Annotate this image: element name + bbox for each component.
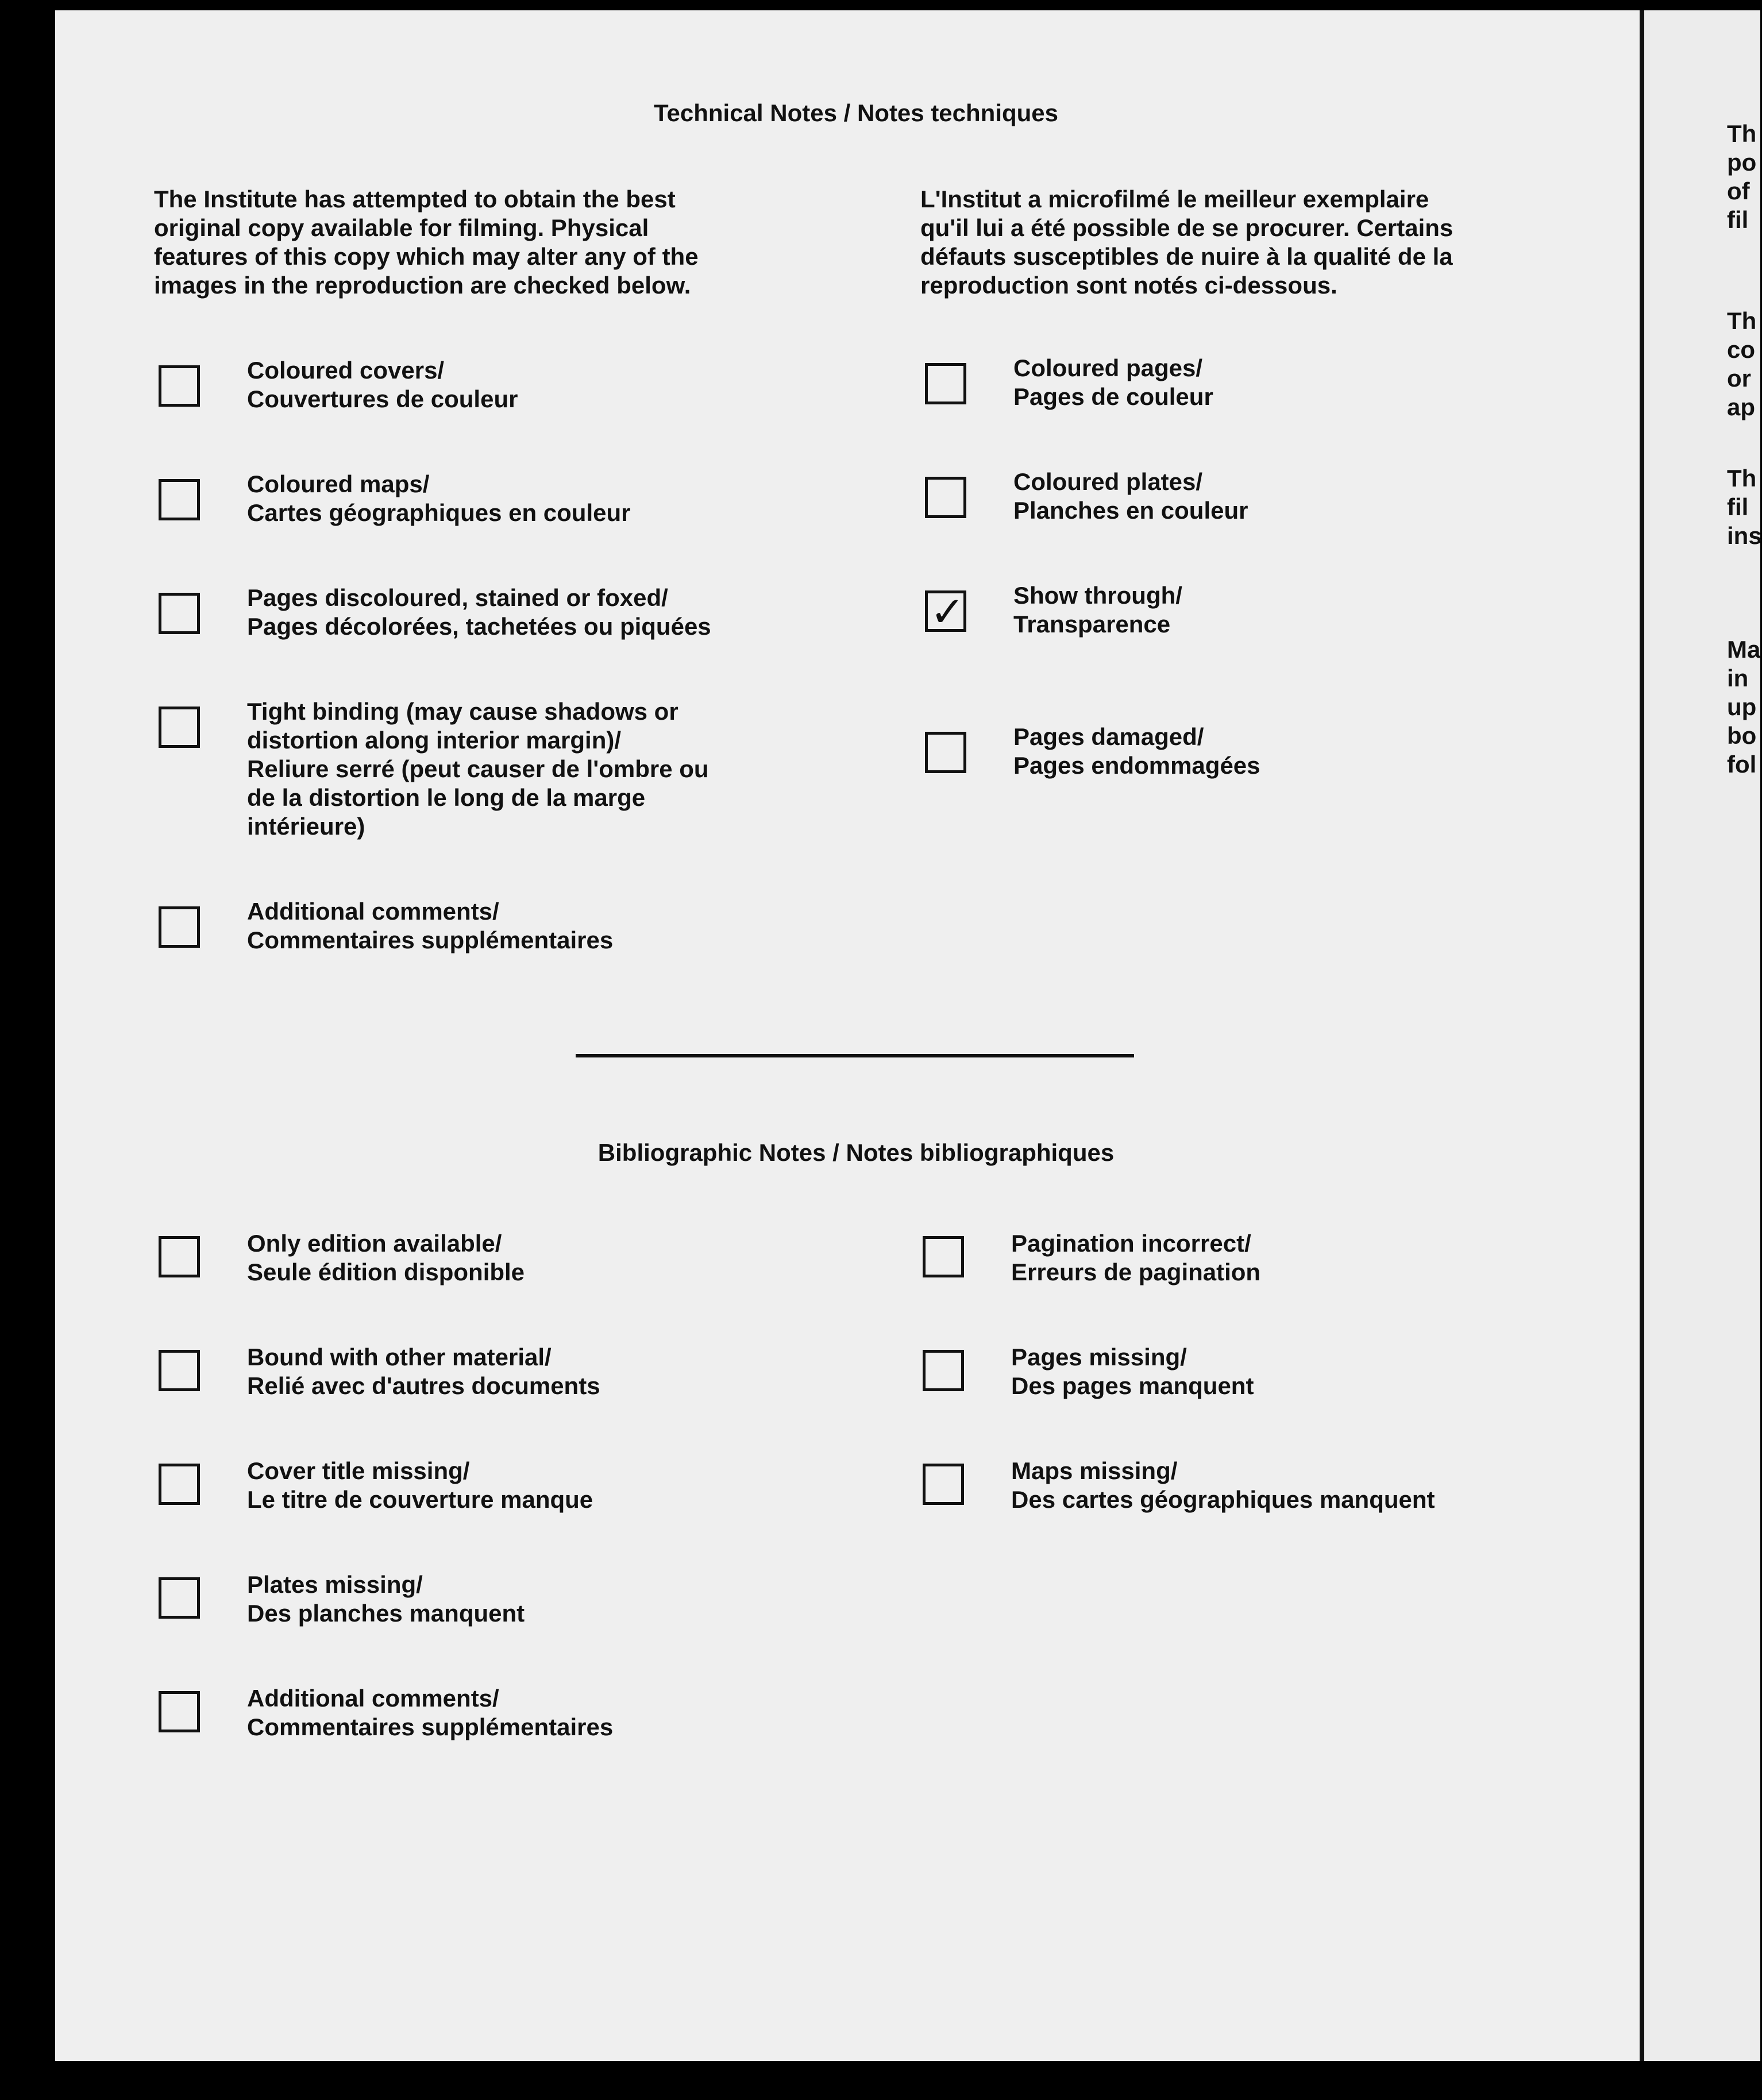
checkbox-coloured-covers[interactable]: [159, 365, 200, 407]
fragment: ap: [1727, 393, 1756, 420]
checkmark-icon: ✓: [930, 588, 965, 636]
checkbox-pages-damaged[interactable]: [925, 732, 966, 773]
form-sheet: [55, 10, 1640, 2061]
intro-fr-line: reproduction sont notés ci-dessous.: [920, 272, 1337, 299]
fragment: bo: [1727, 722, 1757, 749]
item-label: Des pages manquent: [1011, 1372, 1254, 1399]
fragment: in: [1727, 665, 1749, 692]
fragment: po: [1727, 149, 1757, 176]
fragment: or: [1727, 365, 1751, 392]
item-label: Coloured covers/: [247, 357, 445, 384]
fragment: co: [1727, 336, 1756, 363]
checkbox-bound-with-other[interactable]: [159, 1350, 200, 1391]
item-label: Des planches manquent: [247, 1600, 525, 1627]
checkbox-coloured-plates[interactable]: [925, 477, 966, 518]
item-label: Pages endommagées: [1013, 752, 1260, 779]
item-label: Commentaires supplémentaires: [247, 1713, 614, 1740]
checkbox-plates-missing[interactable]: [159, 1577, 200, 1619]
section-divider: [576, 1054, 1134, 1057]
fragment: fol: [1727, 751, 1757, 778]
checkbox-coloured-pages[interactable]: [925, 363, 966, 404]
item-label: Pages décolorées, tachetées ou piquées: [247, 613, 711, 640]
item-label: Cartes géographiques en couleur: [247, 499, 631, 526]
item-label: Cover title missing/: [247, 1457, 470, 1484]
checkbox-pages-missing[interactable]: [923, 1350, 964, 1391]
fragment: fil: [1727, 493, 1749, 520]
checkbox-maps-missing[interactable]: [923, 1464, 964, 1505]
item-label: Erreurs de pagination: [1011, 1259, 1261, 1286]
item-label: intérieure): [247, 813, 365, 840]
item-label: Couvertures de couleur: [247, 385, 518, 412]
bibliographic-notes-title: Bibliographic Notes / Notes bibliographiques: [597, 1139, 1115, 1166]
item-label: Show through/: [1013, 582, 1182, 609]
item-label: Additional comments/: [247, 1685, 499, 1712]
item-label: Additional comments/: [247, 898, 499, 925]
fragment: Th: [1727, 307, 1757, 334]
item-label: distortion along interior margin)/: [247, 727, 621, 754]
technical-notes-title: Technical Notes / Notes techniques: [653, 99, 1059, 126]
item-label: de la distortion le long de la marge: [247, 784, 646, 811]
item-label: Only edition available/: [247, 1230, 502, 1257]
item-label: Pages de couleur: [1013, 383, 1213, 410]
checkbox-cover-title-missing[interactable]: [159, 1464, 200, 1505]
item-label: Pagination incorrect/: [1011, 1230, 1251, 1257]
item-label: Reliure serré (peut causer de l'ombre ou: [247, 755, 709, 782]
checkbox-only-edition[interactable]: [159, 1236, 200, 1277]
item-label: Le titre de couverture manque: [247, 1486, 593, 1513]
intro-en-line: original copy available for filming. Physical: [154, 214, 649, 241]
item-label: Transparence: [1013, 611, 1171, 638]
item-label: Tight binding (may cause shadows or: [247, 698, 678, 725]
item-label: Seule édition disponible: [247, 1259, 525, 1286]
item-label: Relié avec d'autres documents: [247, 1372, 600, 1399]
intro-fr-line: L'Institut a microfilmé le meilleur exemplaire: [920, 186, 1429, 213]
item-label: Coloured maps/: [247, 470, 430, 497]
intro-fr-line: qu'il lui a été possible de se procurer. Certains: [920, 214, 1453, 241]
item-label: Des cartes géographiques manquent: [1011, 1486, 1435, 1513]
fragment: of: [1727, 177, 1750, 204]
intro-en-line: images in the reproduction are checked below.: [154, 272, 691, 299]
item-label: Plates missing/: [247, 1571, 423, 1598]
checkbox-pagination-incorrect[interactable]: [923, 1236, 964, 1277]
checkbox-additional-comments-technical[interactable]: [159, 906, 200, 948]
checkbox-additional-comments-bibliographic[interactable]: [159, 1691, 200, 1732]
fragment: up: [1727, 693, 1757, 720]
fragment: Ma: [1727, 636, 1761, 663]
intro-fr-line: défauts susceptibles de nuire à la qualité de la: [920, 243, 1453, 270]
item-label: Planches en couleur: [1013, 497, 1248, 524]
item-label: Pages damaged/: [1013, 723, 1204, 750]
checkbox-show-through[interactable]: [925, 588, 966, 636]
item-label: Coloured pages/: [1013, 354, 1203, 381]
checkbox-tight-binding[interactable]: [159, 707, 200, 748]
item-label: Pages discoloured, stained or foxed/: [247, 584, 668, 611]
item-label: Commentaires supplémentaires: [247, 927, 614, 954]
item-label: Maps missing/: [1011, 1457, 1178, 1484]
item-label: Pages missing/: [1011, 1344, 1187, 1371]
checkbox-coloured-maps[interactable]: [159, 479, 200, 520]
item-label: Coloured plates/: [1013, 468, 1203, 495]
fragment: ins: [1727, 522, 1762, 549]
checkbox-pages-discoloured[interactable]: [159, 593, 200, 634]
item-label: Bound with other material/: [247, 1344, 552, 1371]
fragment: fil: [1727, 206, 1749, 233]
fragment: Th: [1727, 120, 1757, 147]
fragment: Th: [1727, 465, 1757, 492]
intro-en-line: The Institute has attempted to obtain the best: [154, 186, 676, 213]
intro-en-line: features of this copy which may alter any of the: [154, 243, 699, 270]
